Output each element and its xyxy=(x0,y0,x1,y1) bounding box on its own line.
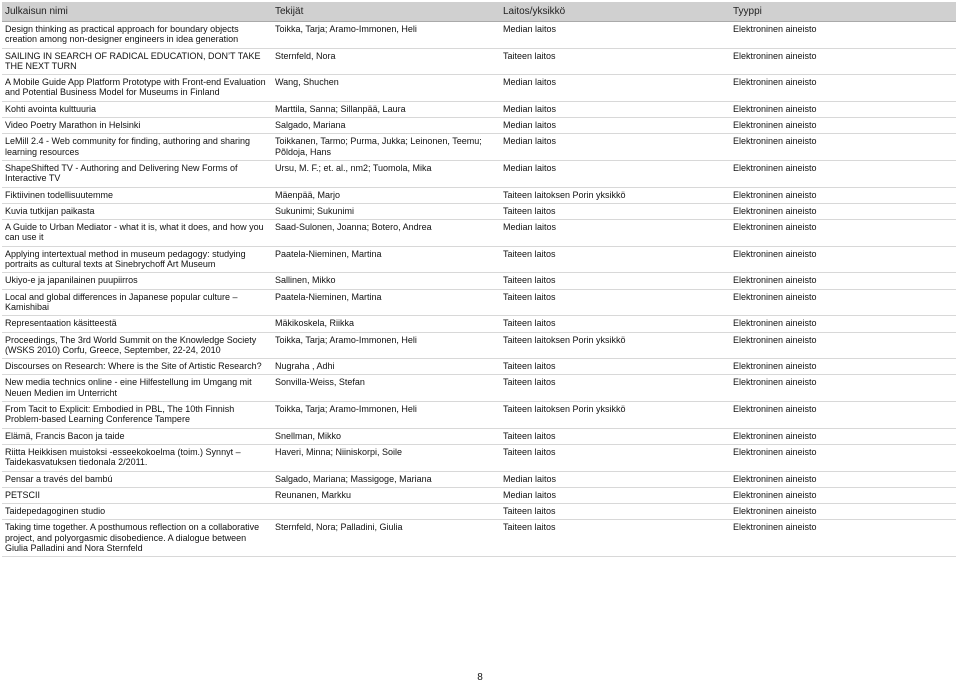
cell-authors: Toikkanen, Tarmo; Purma, Jukka; Leinonen, Teemu; Põldoja, Hans xyxy=(272,134,500,161)
cell-authors: Nugraha , Adhi xyxy=(272,359,500,375)
cell-authors: Sternfeld, Nora; Palladini, Giulia xyxy=(272,520,500,557)
cell-department: Taiteen laitos xyxy=(500,289,730,316)
cell-type: Elektroninen aineisto xyxy=(730,75,956,102)
cell-title: A Guide to Urban Mediator - what it is, what it does, and how you can use it xyxy=(2,220,272,247)
cell-authors: Toikka, Tarja; Aramo-Immonen, Heli xyxy=(272,402,500,429)
cell-department: Taiteen laitos xyxy=(500,273,730,289)
cell-type: Elektroninen aineisto xyxy=(730,471,956,487)
cell-title: Discourses on Research: Where is the Site of Artistic Research? xyxy=(2,359,272,375)
cell-type: Elektroninen aineisto xyxy=(730,203,956,219)
cell-title: Elämä, Francis Bacon ja taide xyxy=(2,428,272,444)
cell-type: Elektroninen aineisto xyxy=(730,220,956,247)
cell-title: Pensar a través del bambú xyxy=(2,471,272,487)
cell-title: PETSCII xyxy=(2,487,272,503)
header-department: Laitos/yksikkö xyxy=(500,2,730,22)
cell-department: Taiteen laitos xyxy=(500,520,730,557)
cell-department: Taiteen laitos xyxy=(500,246,730,273)
table-row xyxy=(2,289,956,316)
cell-authors: Mäkikoskela, Riikka xyxy=(272,316,500,332)
cell-department: Taiteen laitos xyxy=(500,444,730,471)
cell-department: Taiteen laitos xyxy=(500,359,730,375)
table-row xyxy=(2,471,956,487)
cell-type: Elektroninen aineisto xyxy=(730,187,956,203)
cell-authors: Salgado, Mariana; Massigoge, Mariana xyxy=(272,471,500,487)
cell-type: Elektroninen aineisto xyxy=(730,289,956,316)
cell-type: Elektroninen aineisto xyxy=(730,332,956,359)
table-row xyxy=(2,160,956,187)
cell-title: ShapeShifted TV - Authoring and Delivering New Forms of Interactive TV xyxy=(2,160,272,187)
cell-title: From Tacit to Explicit: Embodied in PBL, The 10th Finnish Problem-based Learning Conference Tampere xyxy=(2,402,272,429)
cell-department: Taiteen laitos xyxy=(500,48,730,75)
table-row xyxy=(2,48,956,75)
cell-title: Taidepedagoginen studio xyxy=(2,504,272,520)
table-row xyxy=(2,359,956,375)
cell-authors: Toikka, Tarja; Aramo-Immonen, Heli xyxy=(272,22,500,49)
cell-authors: Sallinen, Mikko xyxy=(272,273,500,289)
cell-title: Proceedings, The 3rd World Summit on the Knowledge Society (WSKS 2010) Corfu, Greece, September, 22-24, 2010 xyxy=(2,332,272,359)
cell-department: Median laitos xyxy=(500,134,730,161)
table-row xyxy=(2,220,956,247)
cell-type: Elektroninen aineisto xyxy=(730,48,956,75)
cell-authors: Marttila, Sanna; Sillanpää, Laura xyxy=(272,101,500,117)
table-row xyxy=(2,428,956,444)
cell-department: Median laitos xyxy=(500,471,730,487)
header-authors: Tekijät xyxy=(272,2,500,22)
cell-type: Elektroninen aineisto xyxy=(730,487,956,503)
table-row xyxy=(2,101,956,117)
cell-type: Elektroninen aineisto xyxy=(730,402,956,429)
cell-title: LeMill 2.4 - Web community for finding, authoring and sharing learning resources xyxy=(2,134,272,161)
table-row xyxy=(2,332,956,359)
table-header xyxy=(2,2,956,22)
cell-type: Elektroninen aineisto xyxy=(730,160,956,187)
cell-authors: Ursu, M. F.; et. al., nm2; Tuomola, Mika xyxy=(272,160,500,187)
cell-department: Median laitos xyxy=(500,101,730,117)
cell-department: Taiteen laitos xyxy=(500,316,730,332)
cell-title: Fiktiivinen todellisuutemme xyxy=(2,187,272,203)
cell-authors: Sonvilla-Weiss, Stefan xyxy=(272,375,500,402)
cell-authors: Paatela-Nieminen, Martina xyxy=(272,289,500,316)
cell-title: Taking time together. A posthumous reflection on a collaborative project, and polyorgasmic disobedience. A dialogue between Giulia Palladini and Nora Sternfeld xyxy=(2,520,272,557)
cell-title: Local and global differences in Japanese popular culture – Kamishibai xyxy=(2,289,272,316)
cell-department: Median laitos xyxy=(500,118,730,134)
table-row xyxy=(2,375,956,402)
cell-type: Elektroninen aineisto xyxy=(730,246,956,273)
cell-type: Elektroninen aineisto xyxy=(730,273,956,289)
cell-authors: Paatela-Nieminen, Martina xyxy=(272,246,500,273)
cell-department: Taiteen laitoksen Porin yksikkö xyxy=(500,332,730,359)
cell-department: Median laitos xyxy=(500,487,730,503)
cell-department: Median laitos xyxy=(500,75,730,102)
cell-type: Elektroninen aineisto xyxy=(730,375,956,402)
cell-type: Elektroninen aineisto xyxy=(730,134,956,161)
cell-type: Elektroninen aineisto xyxy=(730,504,956,520)
page-number: 8 xyxy=(477,672,483,683)
table-row xyxy=(2,487,956,503)
header-row xyxy=(2,2,956,22)
cell-authors: Haveri, Minna; Niiniskorpi, Soile xyxy=(272,444,500,471)
cell-type: Elektroninen aineisto xyxy=(730,22,956,49)
table-row xyxy=(2,273,956,289)
cell-title: Riitta Heikkisen muistoksi -esseekokoelma (toim.) Synnyt –Taidekasvatuksen tiedonala 2/2011. xyxy=(2,444,272,471)
cell-title: A Mobile Guide App Platform Prototype with Front-end Evaluation and Potential Business Model for Museums in Finland xyxy=(2,75,272,102)
cell-department: Taiteen laitos xyxy=(500,504,730,520)
cell-title: Kuvia tutkijan paikasta xyxy=(2,203,272,219)
cell-authors: Wang, Shuchen xyxy=(272,75,500,102)
cell-type: Elektroninen aineisto xyxy=(730,316,956,332)
cell-authors: Mäenpää, Marjo xyxy=(272,187,500,203)
cell-type: Elektroninen aineisto xyxy=(730,101,956,117)
cell-authors: Sternfeld, Nora xyxy=(272,48,500,75)
table-row xyxy=(2,22,956,49)
cell-title: Video Poetry Marathon in Helsinki xyxy=(2,118,272,134)
cell-title: Ukiyo-e ja japanilainen puupiirros xyxy=(2,273,272,289)
publication-table xyxy=(2,2,956,557)
cell-authors xyxy=(272,504,500,520)
table-row xyxy=(2,402,956,429)
cell-authors: Sukunimi; Sukunimi xyxy=(272,203,500,219)
cell-authors: Reunanen, Markku xyxy=(272,487,500,503)
cell-type: Elektroninen aineisto xyxy=(730,359,956,375)
cell-department: Taiteen laitos xyxy=(500,203,730,219)
cell-department: Taiteen laitos xyxy=(500,375,730,402)
cell-department: Median laitos xyxy=(500,220,730,247)
cell-department: Taiteen laitoksen Porin yksikkö xyxy=(500,187,730,203)
table-row xyxy=(2,246,956,273)
table-row xyxy=(2,504,956,520)
cell-department: Median laitos xyxy=(500,160,730,187)
cell-title: SAILING IN SEARCH OF RADICAL EDUCATION, DON’T TAKE THE NEXT TURN xyxy=(2,48,272,75)
cell-authors: Snellman, Mikko xyxy=(272,428,500,444)
cell-type: Elektroninen aineisto xyxy=(730,428,956,444)
cell-authors: Toikka, Tarja; Aramo-Immonen, Heli xyxy=(272,332,500,359)
table-row xyxy=(2,316,956,332)
cell-authors: Saad-Sulonen, Joanna; Botero, Andrea xyxy=(272,220,500,247)
cell-department: Taiteen laitos xyxy=(500,428,730,444)
table-body xyxy=(2,22,956,557)
cell-title: Applying intertextual method in museum pedagogy: studying portraits as cultural texts at Sinebrychoff Art Museum xyxy=(2,246,272,273)
cell-title: Representaation käsitteestä xyxy=(2,316,272,332)
cell-type: Elektroninen aineisto xyxy=(730,118,956,134)
table-row xyxy=(2,520,956,557)
cell-title: Design thinking as practical approach for boundary objects creation among non-designer engineers in idea generation xyxy=(2,22,272,49)
table-row xyxy=(2,203,956,219)
table-row xyxy=(2,187,956,203)
cell-type: Elektroninen aineisto xyxy=(730,520,956,557)
cell-department: Median laitos xyxy=(500,22,730,49)
table-row xyxy=(2,444,956,471)
cell-department: Taiteen laitoksen Porin yksikkö xyxy=(500,402,730,429)
table-row xyxy=(2,134,956,161)
cell-title: Kohti avointa kulttuuria xyxy=(2,101,272,117)
cell-authors: Salgado, Mariana xyxy=(272,118,500,134)
table-row xyxy=(2,118,956,134)
cell-title: New media technics online - eine Hilfestellung im Umgang mit Neuen Medien im Unterricht xyxy=(2,375,272,402)
header-type: Tyyppi xyxy=(730,2,956,22)
header-title: Julkaisun nimi xyxy=(2,2,272,22)
cell-type: Elektroninen aineisto xyxy=(730,444,956,471)
table-row xyxy=(2,75,956,102)
